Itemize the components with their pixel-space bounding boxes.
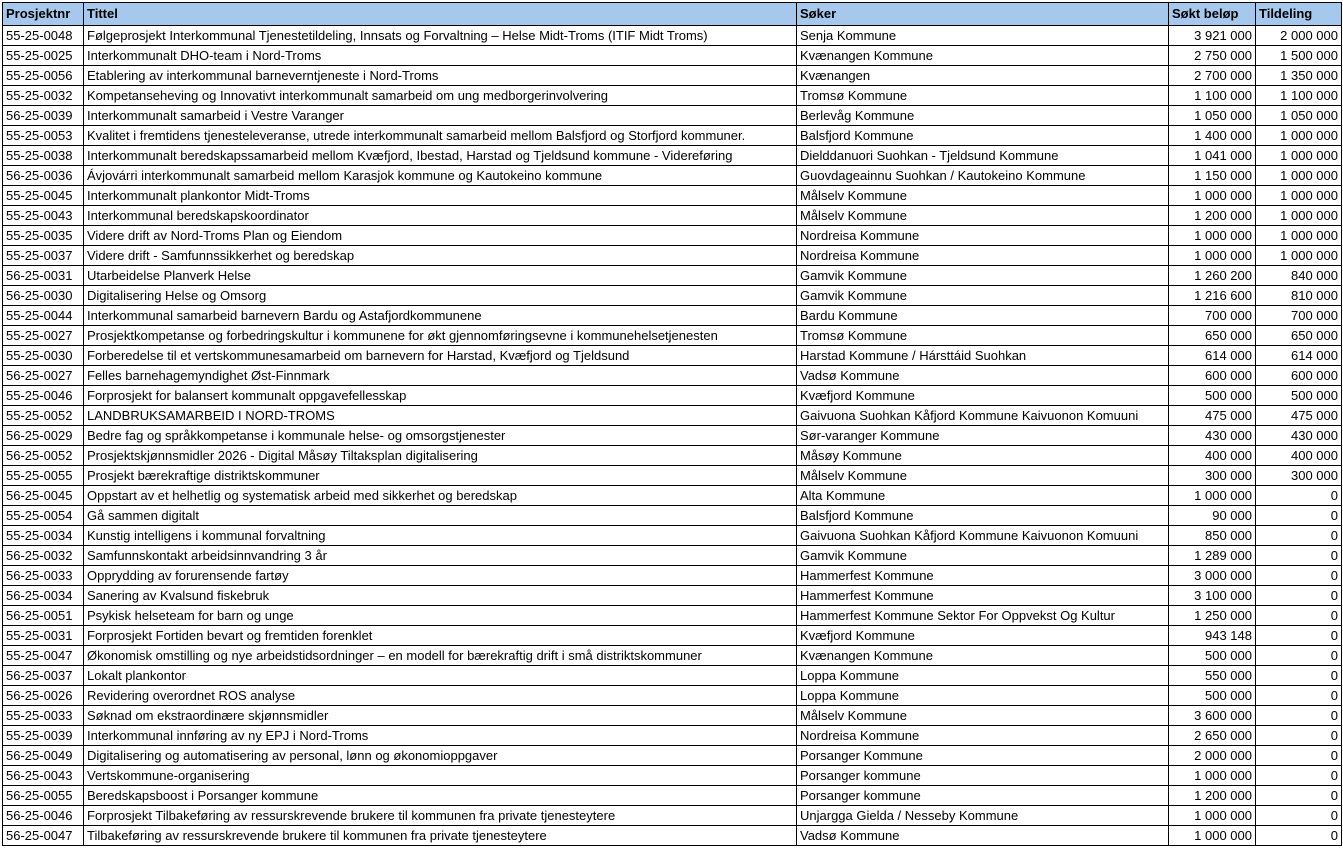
table-row	[3, 706, 1342, 726]
cell-prosjektnr[interactable]: 55-25-0056	[3, 66, 84, 86]
cell-sokt-belop[interactable]: 3 100 000	[1169, 586, 1256, 606]
cell-tildeling[interactable]: 1 000 000	[1256, 226, 1342, 246]
cell-soker[interactable]: Måsøy Kommune	[797, 446, 1169, 466]
table-row	[3, 646, 1342, 666]
cell-sokt-belop[interactable]: 614 000	[1169, 346, 1256, 366]
cell-prosjektnr[interactable]: 56-25-0037	[3, 666, 84, 686]
cell-tittel[interactable]: Økonomisk omstilling og nye arbeidstidsordninger – en modell for bærekraftig drift i små distriktskommuner	[84, 646, 797, 666]
cell-soker[interactable]: Balsfjord Kommune	[797, 126, 1169, 146]
cell-soker[interactable]: Porsanger Kommune	[797, 746, 1169, 766]
cell-tildeling[interactable]: 0	[1256, 506, 1342, 526]
cell-prosjektnr[interactable]: 56-25-0027	[3, 366, 84, 386]
cell-tittel[interactable]: Interkommunalt DHO-team i Nord-Troms	[84, 46, 797, 66]
cell-sokt-belop[interactable]: 500 000	[1169, 646, 1256, 666]
cell-tittel[interactable]: Interkommunalt beredskapssamarbeid mellom Kvæfjord, Ibestad, Harstad og Tjeldsund kommune - Videreføring	[84, 146, 797, 166]
cell-tittel[interactable]: Forprosjekt Fortiden bevart og fremtiden forenklet	[84, 626, 797, 646]
cell-tittel[interactable]: Lokalt plankontor	[84, 666, 797, 686]
cell-sokt-belop[interactable]: 650 000	[1169, 326, 1256, 346]
cell-sokt-belop[interactable]: 2 750 000	[1169, 46, 1256, 66]
cell-soker[interactable]: Gamvik Kommune	[797, 286, 1169, 306]
cell-prosjektnr[interactable]: 56-25-0036	[3, 166, 84, 186]
table-row	[3, 586, 1342, 606]
cell-sokt-belop[interactable]: 550 000	[1169, 666, 1256, 686]
cell-soker[interactable]: Gaivuona Suohkan Kåfjord Kommune Kaivuonon Komuuni	[797, 526, 1169, 546]
cell-sokt-belop[interactable]: 2 000 000	[1169, 746, 1256, 766]
table-row	[3, 606, 1342, 626]
cell-prosjektnr[interactable]: 56-25-0055	[3, 786, 84, 806]
table-row	[3, 766, 1342, 786]
cell-tittel[interactable]: Prosjekt bærekraftige distriktskommuner	[84, 466, 797, 486]
cell-tittel[interactable]: Interkommunal innføring av ny EPJ i Nord-Troms	[84, 726, 797, 746]
cell-tildeling[interactable]: 1 000 000	[1256, 246, 1342, 266]
table-row	[3, 626, 1342, 646]
cell-soker[interactable]: Alta Kommune	[797, 486, 1169, 506]
cell-sokt-belop[interactable]: 500 000	[1169, 686, 1256, 706]
cell-prosjektnr[interactable]: 55-25-0030	[3, 346, 84, 366]
cell-soker[interactable]: Målselv Kommune	[797, 466, 1169, 486]
cell-tittel[interactable]: Interkommunalt samarbeid i Vestre Varanger	[84, 106, 797, 126]
cell-sokt-belop[interactable]: 400 000	[1169, 446, 1256, 466]
table-row	[3, 286, 1342, 306]
cell-tildeling[interactable]: 0	[1256, 826, 1342, 846]
cell-tildeling[interactable]: 614 000	[1256, 346, 1342, 366]
cell-sokt-belop[interactable]: 1 000 000	[1169, 766, 1256, 786]
cell-tildeling[interactable]: 0	[1256, 646, 1342, 666]
table-row	[3, 66, 1342, 86]
table-body	[3, 26, 1342, 846]
header-prosjektnr[interactable]: Prosjektnr	[3, 3, 84, 26]
cell-prosjektnr[interactable]: 55-25-0053	[3, 126, 84, 146]
cell-soker[interactable]: Dielddanuori Suohkan - Tjeldsund Kommune	[797, 146, 1169, 166]
table-row	[3, 306, 1342, 326]
cell-prosjektnr[interactable]: 56-25-0034	[3, 586, 84, 606]
table-row	[3, 46, 1342, 66]
table-row	[3, 746, 1342, 766]
table-row	[3, 506, 1342, 526]
cell-sokt-belop[interactable]: 1 000 000	[1169, 486, 1256, 506]
table-row	[3, 786, 1342, 806]
cell-tittel[interactable]: Vertskommune-organisering	[84, 766, 797, 786]
cell-tildeling[interactable]: 0	[1256, 746, 1342, 766]
cell-sokt-belop[interactable]: 1 260 200	[1169, 266, 1256, 286]
cell-prosjektnr[interactable]: 56-25-0049	[3, 746, 84, 766]
cell-tildeling[interactable]: 0	[1256, 666, 1342, 686]
cell-soker[interactable]: Hammerfest Kommune	[797, 566, 1169, 586]
cell-soker[interactable]: Balsfjord Kommune	[797, 506, 1169, 526]
cell-tittel[interactable]: Oppstart av et helhetlig og systematisk arbeid med sikkerhet og beredskap	[84, 486, 797, 506]
table-row	[3, 806, 1342, 826]
table-row	[3, 86, 1342, 106]
cell-tittel[interactable]: Interkommunal beredskapskoordinator	[84, 206, 797, 226]
cell-sokt-belop[interactable]: 3 600 000	[1169, 706, 1256, 726]
cell-tildeling[interactable]: 300 000	[1256, 466, 1342, 486]
cell-sokt-belop[interactable]: 2 700 000	[1169, 66, 1256, 86]
cell-tildeling[interactable]: 600 000	[1256, 366, 1342, 386]
cell-sokt-belop[interactable]: 1 041 000	[1169, 146, 1256, 166]
cell-soker[interactable]: Bardu Kommune	[797, 306, 1169, 326]
cell-tittel[interactable]: Forprosjekt for balansert kommunalt oppgavefellesskap	[84, 386, 797, 406]
cell-tildeling[interactable]: 0	[1256, 726, 1342, 746]
cell-tittel[interactable]: Interkommunalt plankontor Midt-Troms	[84, 186, 797, 206]
cell-prosjektnr[interactable]: 56-25-0032	[3, 546, 84, 566]
table-row	[3, 546, 1342, 566]
cell-tittel[interactable]: Interkommunal samarbeid barnevern Bardu og Astafjordkommunene	[84, 306, 797, 326]
table-row	[3, 666, 1342, 686]
cell-tittel[interactable]: Forberedelse til et vertskommunesamarbeid om barnevern for Harstad, Kvæfjord og Tjeldsund	[84, 346, 797, 366]
cell-tittel[interactable]: Opprydding av forurensende fartøy	[84, 566, 797, 586]
cell-tittel[interactable]: Videre drift av Nord-Troms Plan og Eiendom	[84, 226, 797, 246]
cell-tildeling[interactable]: 0	[1256, 766, 1342, 786]
table-row	[3, 246, 1342, 266]
table-row	[3, 166, 1342, 186]
cell-tildeling[interactable]: 2 000 000	[1256, 26, 1342, 46]
cell-sokt-belop[interactable]: 300 000	[1169, 466, 1256, 486]
cell-soker[interactable]: Unjargga Gielda / Nesseby Kommune	[797, 806, 1169, 826]
table-row	[3, 446, 1342, 466]
cell-soker[interactable]: Loppa Kommune	[797, 666, 1169, 686]
cell-soker[interactable]: Hammerfest Kommune Sektor For Oppvekst Og Kultur	[797, 606, 1169, 626]
table-row	[3, 526, 1342, 546]
cell-soker[interactable]: Guovdageainnu Suohkan / Kautokeino Kommune	[797, 166, 1169, 186]
cell-soker[interactable]: Vadsø Kommune	[797, 366, 1169, 386]
cell-soker[interactable]: Gamvik Kommune	[797, 546, 1169, 566]
cell-tildeling[interactable]: 0	[1256, 626, 1342, 646]
cell-tildeling[interactable]: 500 000	[1256, 386, 1342, 406]
cell-prosjektnr[interactable]: 56-25-0051	[3, 606, 84, 626]
cell-soker[interactable]: Gamvik Kommune	[797, 266, 1169, 286]
cell-tildeling[interactable]: 0	[1256, 486, 1342, 506]
cell-tildeling[interactable]: 1 100 000	[1256, 86, 1342, 106]
cell-soker[interactable]: Vadsø Kommune	[797, 826, 1169, 846]
cell-soker[interactable]: Målselv Kommune	[797, 206, 1169, 226]
cell-sokt-belop[interactable]: 1 250 000	[1169, 606, 1256, 626]
cell-tittel[interactable]: Ávjovárri interkommunalt samarbeid mellom Karasjok kommune og Kautokeino kommune	[84, 166, 797, 186]
cell-tildeling[interactable]: 1 050 000	[1256, 106, 1342, 126]
cell-tittel[interactable]: Søknad om ekstraordinære skjønnsmidler	[84, 706, 797, 726]
cell-soker[interactable]: Nordreisa Kommune	[797, 726, 1169, 746]
cell-tildeling[interactable]: 1 000 000	[1256, 146, 1342, 166]
cell-prosjektnr[interactable]: 56-25-0046	[3, 806, 84, 826]
cell-tittel[interactable]: Bedre fag og språkkompetanse i kommunale helse- og omsorgstjenester	[84, 426, 797, 446]
cell-tittel[interactable]: Felles barnehagemyndighet Øst-Finnmark	[84, 366, 797, 386]
cell-prosjektnr[interactable]: 56-25-0052	[3, 446, 84, 466]
table-row	[3, 126, 1342, 146]
cell-prosjektnr[interactable]: 56-25-0043	[3, 766, 84, 786]
cell-prosjektnr[interactable]: 55-25-0033	[3, 706, 84, 726]
cell-tildeling[interactable]: 840 000	[1256, 266, 1342, 286]
header-tildeling[interactable]: Tildeling	[1256, 3, 1342, 26]
cell-tildeling[interactable]: 0	[1256, 526, 1342, 546]
cell-tildeling[interactable]: 1 000 000	[1256, 166, 1342, 186]
cell-tittel[interactable]: Forprosjekt Tilbakeføring av ressurskrevende brukere til kommunen fra private tjenesteytere	[84, 806, 797, 826]
cell-tildeling[interactable]: 0	[1256, 566, 1342, 586]
header-sokt-belop[interactable]: Søkt beløp	[1169, 3, 1256, 26]
cell-soker[interactable]: Loppa Kommune	[797, 686, 1169, 706]
cell-sokt-belop[interactable]: 1 000 000	[1169, 246, 1256, 266]
cell-prosjektnr[interactable]: 55-25-0047	[3, 646, 84, 666]
cell-soker[interactable]: Kvæfjord Kommune	[797, 386, 1169, 406]
header-tittel[interactable]: Tittel	[84, 3, 797, 26]
cell-sokt-belop[interactable]: 850 000	[1169, 526, 1256, 546]
table-row	[3, 686, 1342, 706]
cell-prosjektnr[interactable]: 55-25-0031	[3, 626, 84, 646]
cell-sokt-belop[interactable]: 1 000 000	[1169, 226, 1256, 246]
cell-prosjektnr[interactable]: 56-25-0047	[3, 826, 84, 846]
cell-tildeling[interactable]: 400 000	[1256, 446, 1342, 466]
table-row	[3, 326, 1342, 346]
cell-sokt-belop[interactable]: 1 200 000	[1169, 206, 1256, 226]
cell-prosjektnr[interactable]: 55-25-0034	[3, 526, 84, 546]
cell-tildeling[interactable]: 1 500 000	[1256, 46, 1342, 66]
cell-soker[interactable]: Kvænangen Kommune	[797, 46, 1169, 66]
cell-prosjektnr[interactable]: 56-25-0029	[3, 426, 84, 446]
table-row	[3, 266, 1342, 286]
table-row	[3, 146, 1342, 166]
cell-tittel[interactable]: Revidering overordnet ROS analyse	[84, 686, 797, 706]
table-row	[3, 26, 1342, 46]
cell-sokt-belop[interactable]: 430 000	[1169, 426, 1256, 446]
cell-sokt-belop[interactable]: 3 921 000	[1169, 26, 1256, 46]
projects-table	[2, 2, 1342, 846]
cell-sokt-belop[interactable]: 1 400 000	[1169, 126, 1256, 146]
cell-tildeling[interactable]: 810 000	[1256, 286, 1342, 306]
cell-prosjektnr[interactable]: 55-25-0046	[3, 386, 84, 406]
cell-tittel[interactable]: Kvalitet i fremtidens tjenesteleveranse, utrede interkommunalt samarbeid mellom Balsfjord og Storfjord kommuner.	[84, 126, 797, 146]
cell-prosjektnr[interactable]: 55-25-0043	[3, 206, 84, 226]
cell-prosjektnr[interactable]: 55-25-0052	[3, 406, 84, 426]
cell-tildeling[interactable]: 1 000 000	[1256, 206, 1342, 226]
table-row	[3, 426, 1342, 446]
cell-sokt-belop[interactable]: 475 000	[1169, 406, 1256, 426]
table-row	[3, 726, 1342, 746]
cell-sokt-belop[interactable]: 1 000 000	[1169, 826, 1256, 846]
cell-tildeling[interactable]: 0	[1256, 686, 1342, 706]
cell-tildeling[interactable]: 0	[1256, 706, 1342, 726]
cell-soker[interactable]: Gaivuona Suohkan Kåfjord Kommune Kaivuonon Komuuni	[797, 406, 1169, 426]
cell-tittel[interactable]: Utarbeidelse Planverk Helse	[84, 266, 797, 286]
cell-tittel[interactable]: Digitalisering Helse og Omsorg	[84, 286, 797, 306]
cell-tittel[interactable]: Digitalisering og automatisering av personal, lønn og økonomioppgaver	[84, 746, 797, 766]
table-row	[3, 466, 1342, 486]
cell-prosjektnr[interactable]: 55-25-0048	[3, 26, 84, 46]
cell-prosjektnr[interactable]: 56-25-0030	[3, 286, 84, 306]
cell-tittel[interactable]: Kunstig intelligens i kommunal forvaltning	[84, 526, 797, 546]
table-row	[3, 406, 1342, 426]
cell-tittel[interactable]: Videre drift - Samfunnssikkerhet og beredskap	[84, 246, 797, 266]
cell-tildeling[interactable]: 700 000	[1256, 306, 1342, 326]
cell-tittel[interactable]: Beredskapsboost i Porsanger kommune	[84, 786, 797, 806]
cell-prosjektnr[interactable]: 55-25-0044	[3, 306, 84, 326]
cell-tildeling[interactable]: 430 000	[1256, 426, 1342, 446]
cell-tildeling[interactable]: 0	[1256, 806, 1342, 826]
cell-soker[interactable]: Porsanger kommune	[797, 766, 1169, 786]
cell-sokt-belop[interactable]: 943 148	[1169, 626, 1256, 646]
cell-tildeling[interactable]: 650 000	[1256, 326, 1342, 346]
table-row	[3, 366, 1342, 386]
cell-tittel[interactable]: LANDBRUKSAMARBEID I NORD-TROMS	[84, 406, 797, 426]
cell-sokt-belop[interactable]: 1 000 000	[1169, 186, 1256, 206]
cell-soker[interactable]: Målselv Kommune	[797, 706, 1169, 726]
cell-soker[interactable]: Tromsø Kommune	[797, 326, 1169, 346]
cell-tittel[interactable]: Samfunnskontakt arbeidsinnvandring 3 år	[84, 546, 797, 566]
cell-tildeling[interactable]: 0	[1256, 586, 1342, 606]
cell-soker[interactable]: Målselv Kommune	[797, 186, 1169, 206]
cell-tittel[interactable]: Følgeprosjekt Interkommunal Tjenestetildeling, Innsats og Forvaltning – Helse Midt-Troms (ITIF Midt Troms)	[84, 26, 797, 46]
header-row	[3, 3, 1342, 26]
cell-tildeling[interactable]: 1 350 000	[1256, 66, 1342, 86]
cell-tittel[interactable]: Psykisk helseteam for barn og unge	[84, 606, 797, 626]
cell-tittel[interactable]: Kompetanseheving og Innovativt interkommunalt samarbeid om ung medborgerinvolvering	[84, 86, 797, 106]
cell-soker[interactable]: Senja Kommune	[797, 26, 1169, 46]
cell-sokt-belop[interactable]: 3 000 000	[1169, 566, 1256, 586]
cell-soker[interactable]: Nordreisa Kommune	[797, 226, 1169, 246]
cell-prosjektnr[interactable]: 55-25-0039	[3, 726, 84, 746]
cell-tildeling[interactable]: 0	[1256, 546, 1342, 566]
cell-soker[interactable]: Kvæfjord Kommune	[797, 626, 1169, 646]
table-row	[3, 386, 1342, 406]
cell-sokt-belop[interactable]: 600 000	[1169, 366, 1256, 386]
table-row	[3, 346, 1342, 366]
table-row	[3, 486, 1342, 506]
table-row	[3, 826, 1342, 846]
table-row	[3, 206, 1342, 226]
cell-tittel[interactable]: Gå sammen digitalt	[84, 506, 797, 526]
table-row	[3, 106, 1342, 126]
cell-sokt-belop[interactable]: 700 000	[1169, 306, 1256, 326]
table-header	[3, 3, 1342, 26]
cell-soker[interactable]: Nordreisa Kommune	[797, 246, 1169, 266]
cell-prosjektnr[interactable]: 55-25-0045	[3, 186, 84, 206]
cell-sokt-belop[interactable]: 1 216 600	[1169, 286, 1256, 306]
cell-prosjektnr[interactable]: 55-25-0027	[3, 326, 84, 346]
cell-sokt-belop[interactable]: 2 650 000	[1169, 726, 1256, 746]
cell-prosjektnr[interactable]: 55-25-0032	[3, 86, 84, 106]
table-row	[3, 186, 1342, 206]
cell-soker[interactable]: Tromsø Kommune	[797, 86, 1169, 106]
cell-sokt-belop[interactable]: 1 050 000	[1169, 106, 1256, 126]
cell-tildeling[interactable]: 1 000 000	[1256, 126, 1342, 146]
header-soker[interactable]: Søker	[797, 3, 1169, 26]
cell-tittel[interactable]: Prosjektskjønnsmidler 2026 - Digital Måsøy Tiltaksplan digitalisering	[84, 446, 797, 466]
cell-soker[interactable]: Porsanger kommune	[797, 786, 1169, 806]
cell-sokt-belop[interactable]: 1 100 000	[1169, 86, 1256, 106]
cell-sokt-belop[interactable]: 500 000	[1169, 386, 1256, 406]
cell-sokt-belop[interactable]: 1 150 000	[1169, 166, 1256, 186]
cell-sokt-belop[interactable]: 1 200 000	[1169, 786, 1256, 806]
cell-soker[interactable]: Hammerfest Kommune	[797, 586, 1169, 606]
cell-sokt-belop[interactable]: 90 000	[1169, 506, 1256, 526]
cell-prosjektnr[interactable]: 55-25-0055	[3, 466, 84, 486]
cell-tildeling[interactable]: 475 000	[1256, 406, 1342, 426]
cell-prosjektnr[interactable]: 56-25-0045	[3, 486, 84, 506]
cell-prosjektnr[interactable]: 55-25-0038	[3, 146, 84, 166]
cell-soker[interactable]: Kvænangen Kommune	[797, 646, 1169, 666]
cell-prosjektnr[interactable]: 56-25-0026	[3, 686, 84, 706]
cell-sokt-belop[interactable]: 1 289 000	[1169, 546, 1256, 566]
cell-tildeling[interactable]: 1 000 000	[1256, 186, 1342, 206]
table-row	[3, 226, 1342, 246]
cell-prosjektnr[interactable]: 56-25-0033	[3, 566, 84, 586]
cell-tildeling[interactable]: 0	[1256, 786, 1342, 806]
cell-prosjektnr[interactable]: 56-25-0039	[3, 106, 84, 126]
cell-prosjektnr[interactable]: 55-25-0025	[3, 46, 84, 66]
cell-soker[interactable]: Berlevåg Kommune	[797, 106, 1169, 126]
cell-tittel[interactable]: Tilbakeføring av ressurskrevende brukere til kommunen fra private tjenesteytere	[84, 826, 797, 846]
cell-tildeling[interactable]: 0	[1256, 606, 1342, 626]
cell-prosjektnr[interactable]: 55-25-0037	[3, 246, 84, 266]
cell-soker[interactable]: Kvænangen	[797, 66, 1169, 86]
cell-tittel[interactable]: Sanering av Kvalsund fiskebruk	[84, 586, 797, 606]
cell-prosjektnr[interactable]: 55-25-0054	[3, 506, 84, 526]
cell-soker[interactable]: Sør-varanger Kommune	[797, 426, 1169, 446]
cell-sokt-belop[interactable]: 1 000 000	[1169, 806, 1256, 826]
cell-tittel[interactable]: Prosjektkompetanse og forbedringskultur i kommunene for økt gjennomføringsevne i kommunehelsetjenesten	[84, 326, 797, 346]
cell-prosjektnr[interactable]: 55-25-0035	[3, 226, 84, 246]
cell-prosjektnr[interactable]: 56-25-0031	[3, 266, 84, 286]
cell-tittel[interactable]: Etablering av interkommunal barneverntjeneste i Nord-Troms	[84, 66, 797, 86]
table-row	[3, 566, 1342, 586]
cell-soker[interactable]: Harstad Kommune / Hársttáid Suohkan	[797, 346, 1169, 366]
